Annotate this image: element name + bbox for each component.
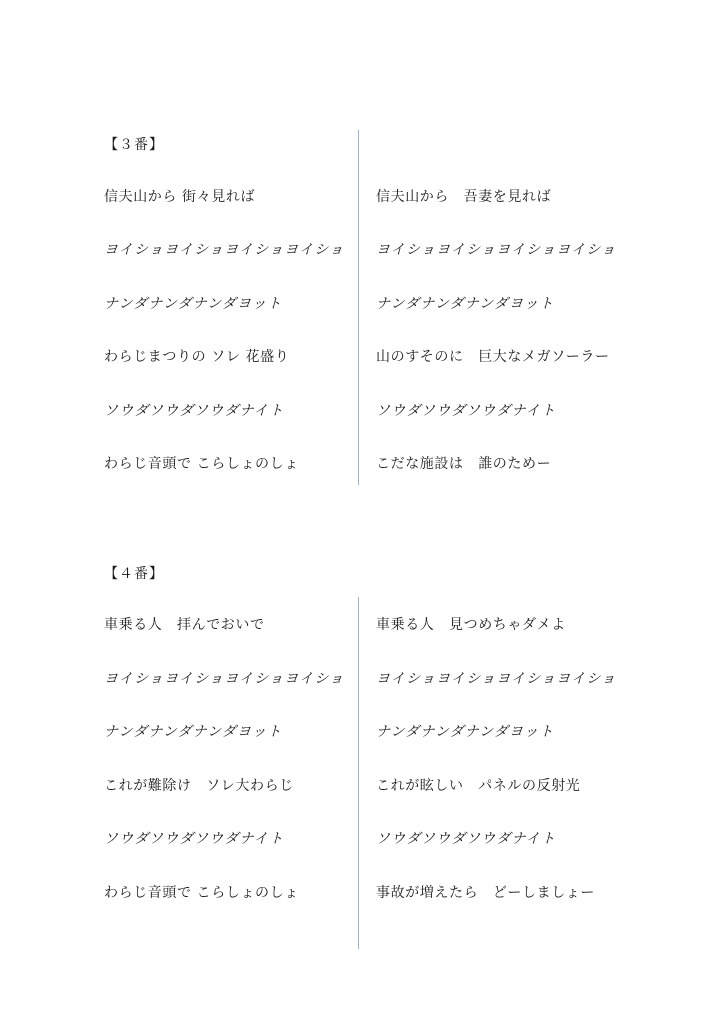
chorus-line: ソウダソウダソウダナイト [104,831,285,847]
chorus-line: ヨイショヨイショヨイショヨイショ [376,242,617,258]
chorus-line: ソウダソウダソウダナイト [376,831,557,847]
lyric-line: 山のすそのに 巨大なメガソーラー [376,349,610,365]
column-divider-verse-4 [358,597,359,949]
chorus-line: ナンダナンダナンダヨット [376,724,555,740]
chorus-line: ソウダソウダソウダナイト [376,403,557,419]
chorus-line: ソウダソウダソウダナイト [104,403,285,419]
lyric-line: 車乗る人 見つめちゃダメよ [376,617,566,633]
lyric-line: わらじ音頭で こらしょのしょ [104,456,299,472]
lyric-line: 信夫山から 街々見れば [104,189,256,205]
chorus-line: ナンダナンダナンダヨット [104,724,283,740]
chorus-line: ナンダナンダナンダヨット [376,296,555,312]
lyric-line: 信夫山から 吾妻を見れば [376,189,552,205]
lyric-line: 車乗る人 拝んでおいで [104,617,265,633]
lyric-line: わらじ音頭で こらしょのしょ [104,885,299,901]
lyric-line: これが難除け ソレ大わらじ [104,778,294,794]
verse-heading: 【３番】 [104,137,164,153]
chorus-line: ヨイショヨイショヨイショヨイショ [104,671,345,687]
lyric-line: これが眩しい パネルの反射光 [376,778,581,794]
chorus-line: ナンダナンダナンダヨット [104,296,283,312]
lyric-line: こだな施設は 誰のためー [376,456,552,472]
lyric-line: 事故が増えたら どーしましょー [376,885,595,901]
chorus-line: ヨイショヨイショヨイショヨイショ [376,671,617,687]
column-divider-verse-3 [358,130,359,485]
chorus-line: ヨイショヨイショヨイショヨイショ [104,242,345,258]
lyric-line: わらじまつりの ソレ 花盛り [104,349,290,365]
verse-heading: 【４番】 [104,566,164,582]
